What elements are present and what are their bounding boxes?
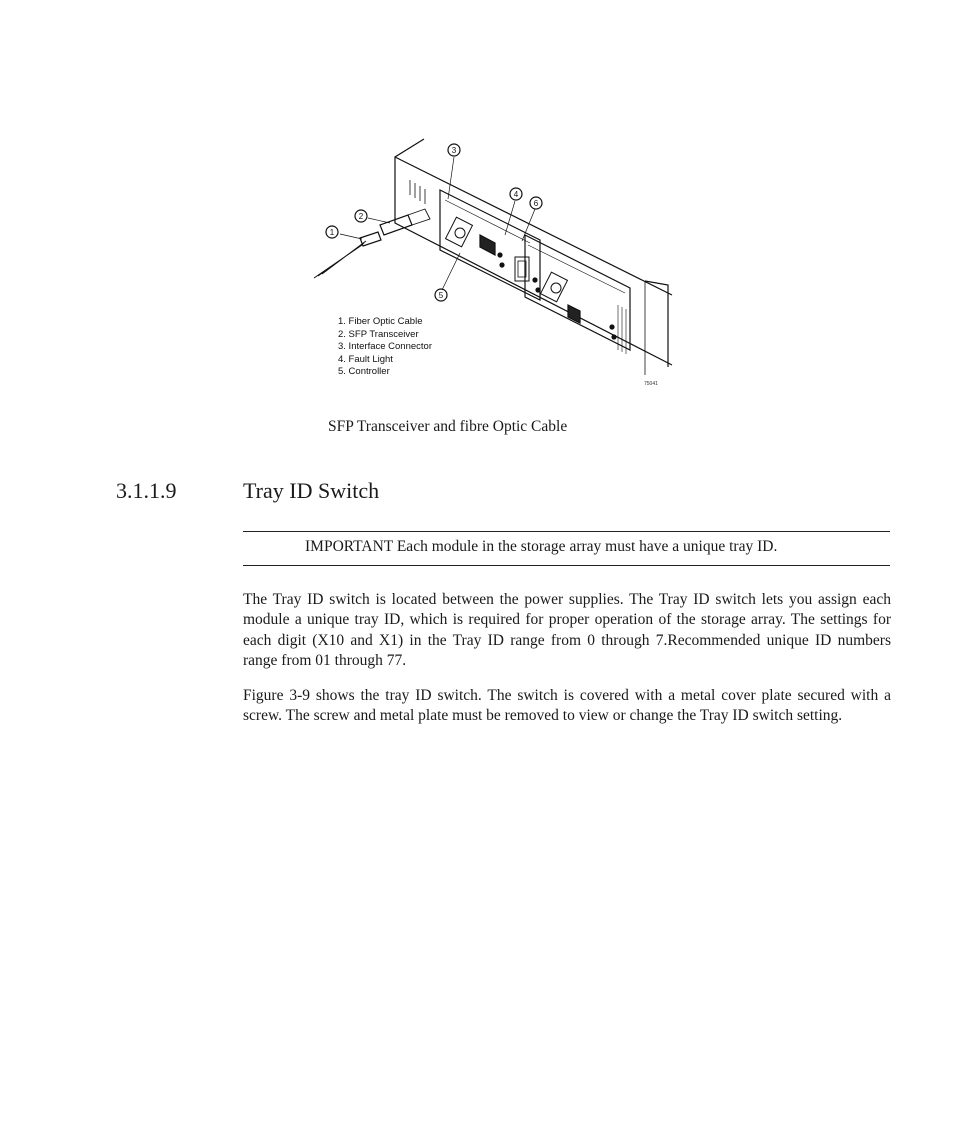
note-bottom-rule <box>243 565 890 566</box>
figure-art-id: 75041 <box>644 381 658 387</box>
callout-2: 2 <box>358 212 364 221</box>
callout-4: 4 <box>513 190 519 199</box>
callout-1: 1 <box>329 228 335 237</box>
legend-item: 5. Controller <box>338 366 390 378</box>
callout-5: 5 <box>438 291 444 300</box>
callout-6: 6 <box>533 199 539 208</box>
legend-item: 1. Fiber Optic Cable <box>338 316 423 327</box>
body-paragraph-2: Figure 3-9 shows the tray ID switch. The switch is covered with a metal cover plate secured with a screw. The screw and metal plate must be removed to view or change the Tray ID switch setting. <box>243 687 891 725</box>
note-top-rule <box>243 531 890 532</box>
legend-item: 4. Fault Light <box>338 353 393 365</box>
legend-item: 3. Interface Connector <box>338 341 432 353</box>
legend-item: 2. SFP Transceiver <box>338 328 419 340</box>
callout-3: 3 <box>451 146 457 155</box>
figure-caption: SFP Transceiver and fibre Optic Cable <box>328 418 568 435</box>
important-note: IMPORTANT Each module in the storage array must have a unique tray ID. <box>305 538 778 555</box>
section-number: 3.1.1.9 <box>116 478 177 503</box>
figure-legend <box>338 316 432 379</box>
section-title: Tray ID Switch <box>243 478 380 503</box>
body-paragraph-1: The Tray ID switch is located between the power supplies. The Tray ID switch lets you assign each module a unique tray ID, which is required for proper operation of the storage array. The settings for each digit (X10 and X1) in the Tray ID range from 0 through 7.Recommended unique ID numbers range from 01 through 77. <box>243 591 891 670</box>
